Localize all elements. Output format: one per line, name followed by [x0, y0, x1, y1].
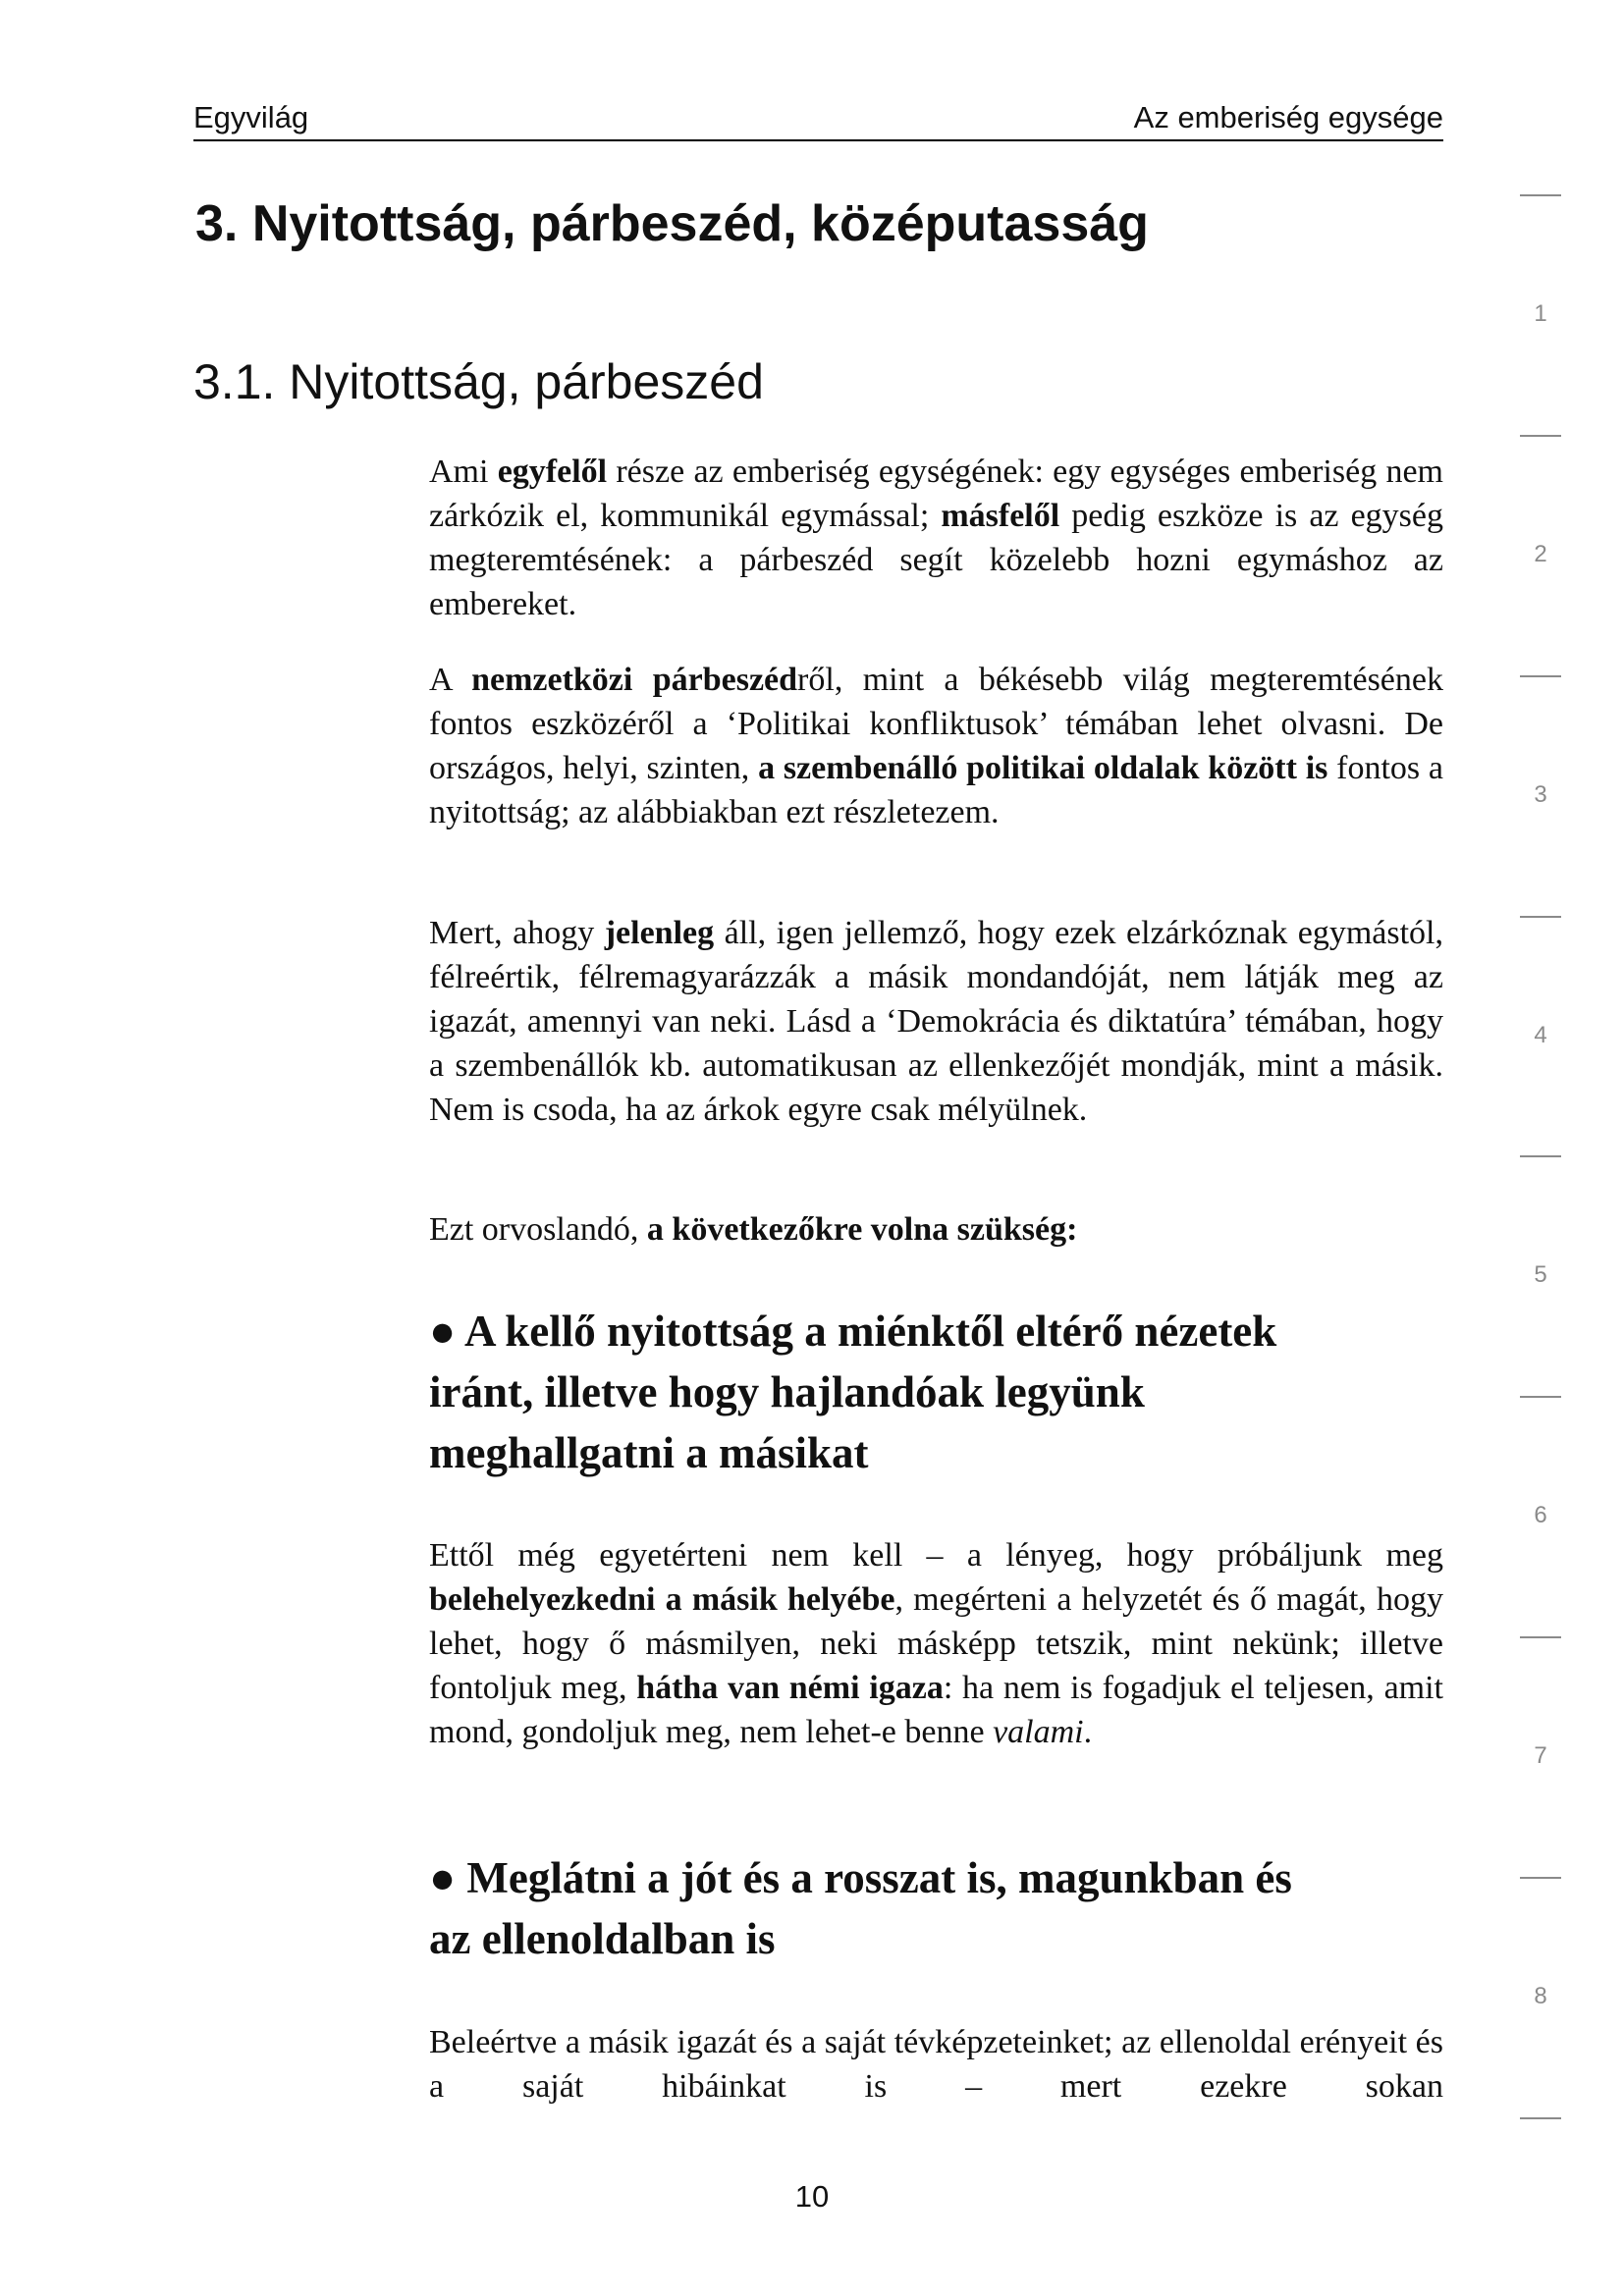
bullet-heading-1	[429, 1301, 1443, 1483]
margin-number: 8	[1534, 1983, 1547, 2009]
paragraph-2: A nemzetközi párbeszédről, mint a békésebb világ megteremtésének fontos eszközéről a ‘Politikai konfliktusok’ témában lehet olvasni. De országos, helyi, szinten, a szembenálló politikai oldalak között is fontos a nyitottság; az alábbiakban ezt részletezem.	[429, 662, 1444, 830]
paragraph-6: Beleértve a másik igazát és a saját tévképzeteinket; az ellenoldal erényeit és a saját hibáinkat is – mert ezekre sokan	[429, 2024, 1443, 2105]
margin-rule	[1520, 1155, 1561, 1157]
margin-number: 5	[1534, 1261, 1547, 1288]
margin-rule	[1520, 1636, 1561, 1638]
margin-number: 7	[1534, 1742, 1547, 1769]
chapter-heading: 3. Nyitottság, párbeszéd, középutasság	[195, 195, 1149, 252]
paragraph-1: Ami egyfelől része az emberiség egységének: egy egységes emberiség nem zárkózik el, kommunikál egymással; másfelől pedig eszköze is az egység megteremtésének: a párbeszéd segít közelebb hozni egymáshoz az embereket.	[429, 454, 1443, 622]
header-book-title: Egyvilág	[193, 100, 309, 134]
margin-rule	[1520, 435, 1561, 437]
bullet-heading-1-line-3: meghallgatni a másikat	[429, 1428, 869, 1477]
header-chapter-title: Az emberiség egysége	[1133, 100, 1443, 134]
paragraph-3: Mert, ahogy jelenleg áll, igen jellemző, hogy ezek elzárkóznak egymástól, félreértik, félremagyarázzák a másik mondandóját, nem látják meg az igazát, amennyi van neki. Lásd a ‘Demokrácia és diktatúra’ témában, hogy a szembenállók kb. automatikusan az ellenkezőjét mondják, mint a másik. Nem is csoda, ha az árkok egyre csak mélyülnek.	[429, 915, 1443, 1128]
margin-number: 2	[1534, 541, 1547, 567]
bullet-heading-2	[429, 1847, 1443, 1969]
page-number: 10	[794, 2179, 830, 2214]
paragraph-5: Ettől még egyetérteni nem kell – a lényeg, hogy próbáljunk meg belehelyezkedni a másik helyébe, megérteni a helyzetét és ő magát, hogy lehet, hogy ő másmilyen, neki másképp tetszik, mint nekünk; illetve fontoljuk meg, hátha van némi igaza: ha nem is fogadjuk el teljesen, amit mond, gondoljuk meg, nem lehet-e benne valami.	[429, 1537, 1443, 1750]
margin-number: 4	[1534, 1022, 1547, 1048]
section-heading: 3.1. Nyitottság, párbeszéd	[193, 354, 764, 409]
running-header	[193, 96, 1443, 141]
margin-number: 1	[1534, 300, 1547, 327]
margin-rule	[1520, 1877, 1561, 1879]
margin-number: 6	[1534, 1502, 1547, 1528]
bullet-heading-2-line-1: ● Meglátni a jót és a rosszat is, magunkban és	[429, 1853, 1292, 1902]
margin-rule	[1520, 916, 1561, 918]
bullet-heading-1-line-1: ● A kellő nyitottság a miénktől eltérő nézetek	[429, 1307, 1277, 1356]
margin-rule	[1520, 194, 1561, 196]
margin-rule	[1520, 675, 1561, 677]
bullet-heading-2-line-2: az ellenoldalban is	[429, 1914, 776, 1963]
bullet-heading-1-line-2: iránt, illetve hogy hajlandóak legyünk	[429, 1367, 1145, 1416]
margin-rule	[1520, 2117, 1561, 2119]
margin-number: 3	[1534, 781, 1547, 808]
margin-rule	[1520, 1396, 1561, 1398]
paragraph-4: Ezt orvoslandó, a következőkre volna szükség:	[429, 1211, 1078, 1248]
